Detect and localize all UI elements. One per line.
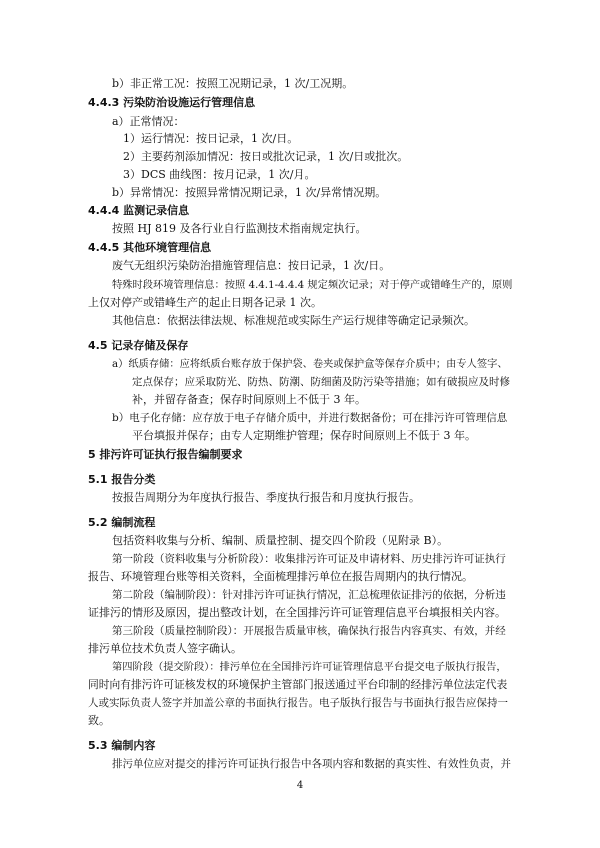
section-heading: 4.4.5 其他环境管理信息 [88,241,212,254]
list-item: b）电子化存储：应存放于电子存储介质中，并进行数据备份；可在排污许可管理信息 [112,412,508,424]
paragraph: 按照 HJ 819 及各行业自行监测技术指南规定执行。 [112,222,367,235]
list-item: a）正常情况： [112,115,185,128]
section-heading: 4.4.4 监测记录信息 [88,204,190,217]
chapter-heading: 5 排污许可证执行报告编制要求 [88,448,243,461]
paragraph: 上仅对停产或错峰生产的起止日期各记录 1 次。 [88,296,322,309]
paragraph: 人或实际负责人签字并加盖公章的书面执行报告。电子版执行报告与书面执行报告应保持一 [88,697,508,709]
paragraph: 包括资料收集与分析、编制、质量控制、提交四个阶段（见附录 B）。 [112,534,449,547]
section-heading: 4.5 记录存储及保存 [88,339,189,352]
list-item: 定点保存；应采取防光、防热、防潮、防细菌及防污染等措施；如有破损应及时修 [132,376,510,388]
list-item: 补，并留存备查；保存时间原则上不低于 3 年。 [132,393,366,406]
list-item: 1）运行情况：按日记录，1 次/日。 [123,132,299,145]
paragraph: 报告、环境管理台账等相关资料，全面梳理排污单位在报告周期内的执行情况。 [88,570,473,583]
paragraph: 第三阶段（质量控制阶段）：开展报告质量审核，确保执行报告内容真实、有效，并经 [112,625,506,637]
paragraph: 第一阶段（资料收集与分析阶段）：收集排污许可证及申请材料、历史排污许可证执行 [112,553,506,565]
list-item: b）非正常工况：按照工况期记录，1 次/工况期。 [112,77,354,90]
section-heading: 4.4.3 污染防治设施运行管理信息 [88,96,256,109]
paragraph: 排污单位应对提交的排污许可证执行报告中各项内容和数据的真实性、有效性负责，并 [112,758,511,770]
list-item: 3）DCS 曲线图：按月记录，1 次/月。 [123,168,316,181]
list-item: 2）主要药剂添加情况：按日或批次记录，1 次/日或批次。 [123,150,409,163]
paragraph: 第四阶段（提交阶段）：排污单位在全国排污许可证管理信息平台提交电子版执行报告， [112,661,507,673]
list-item: 平台填报并保存；由专人定期维护管理；保存时间原则上不低于 3 年。 [132,429,476,442]
paragraph: 其他信息：依据法律法规、标准规范或实际生产运行规律等确定记录频次。 [112,314,475,327]
paragraph: 特殊时段环境管理信息：按照 4.4.1-4.4.4 规定频次记录；对于停产或错峰生产的，原则 [112,279,513,291]
page-number: 4 [296,780,304,791]
section-heading: 5.2 编制流程 [88,516,156,529]
paragraph: 按报告周期分为年度执行报告、季度执行报告和月度执行报告。 [112,491,420,504]
list-item: a）纸质存储：应将纸质台账存放于保护袋、卷夹或保护盒等保存介质中；由专人签字、 [112,358,508,370]
section-heading: 5.1 报告分类 [88,473,156,486]
section-heading: 5.3 编制内容 [88,739,156,752]
paragraph: 第二阶段（编制阶段）：针对排污许可证执行情况，汇总梳理依证排污的依据，分析违 [112,589,506,601]
paragraph: 致。 [88,714,110,727]
paragraph: 同时向有排污许可证核发权的环境保护主管部门报送通过平台印制的经排污单位法定代表 [88,678,508,691]
paragraph: 证排污的情形及原因，提出整改计划，在全国排污许可证管理信息平台填报相关内容。 [88,606,506,619]
list-item: b）异常情况：按照异常情况期记录，1 次/异常情况期。 [112,186,387,199]
paragraph: 排污单位技术负责人签字确认。 [88,642,242,655]
paragraph: 废气无组织污染防治措施管理信息：按日记录，1 次/日。 [112,259,391,272]
